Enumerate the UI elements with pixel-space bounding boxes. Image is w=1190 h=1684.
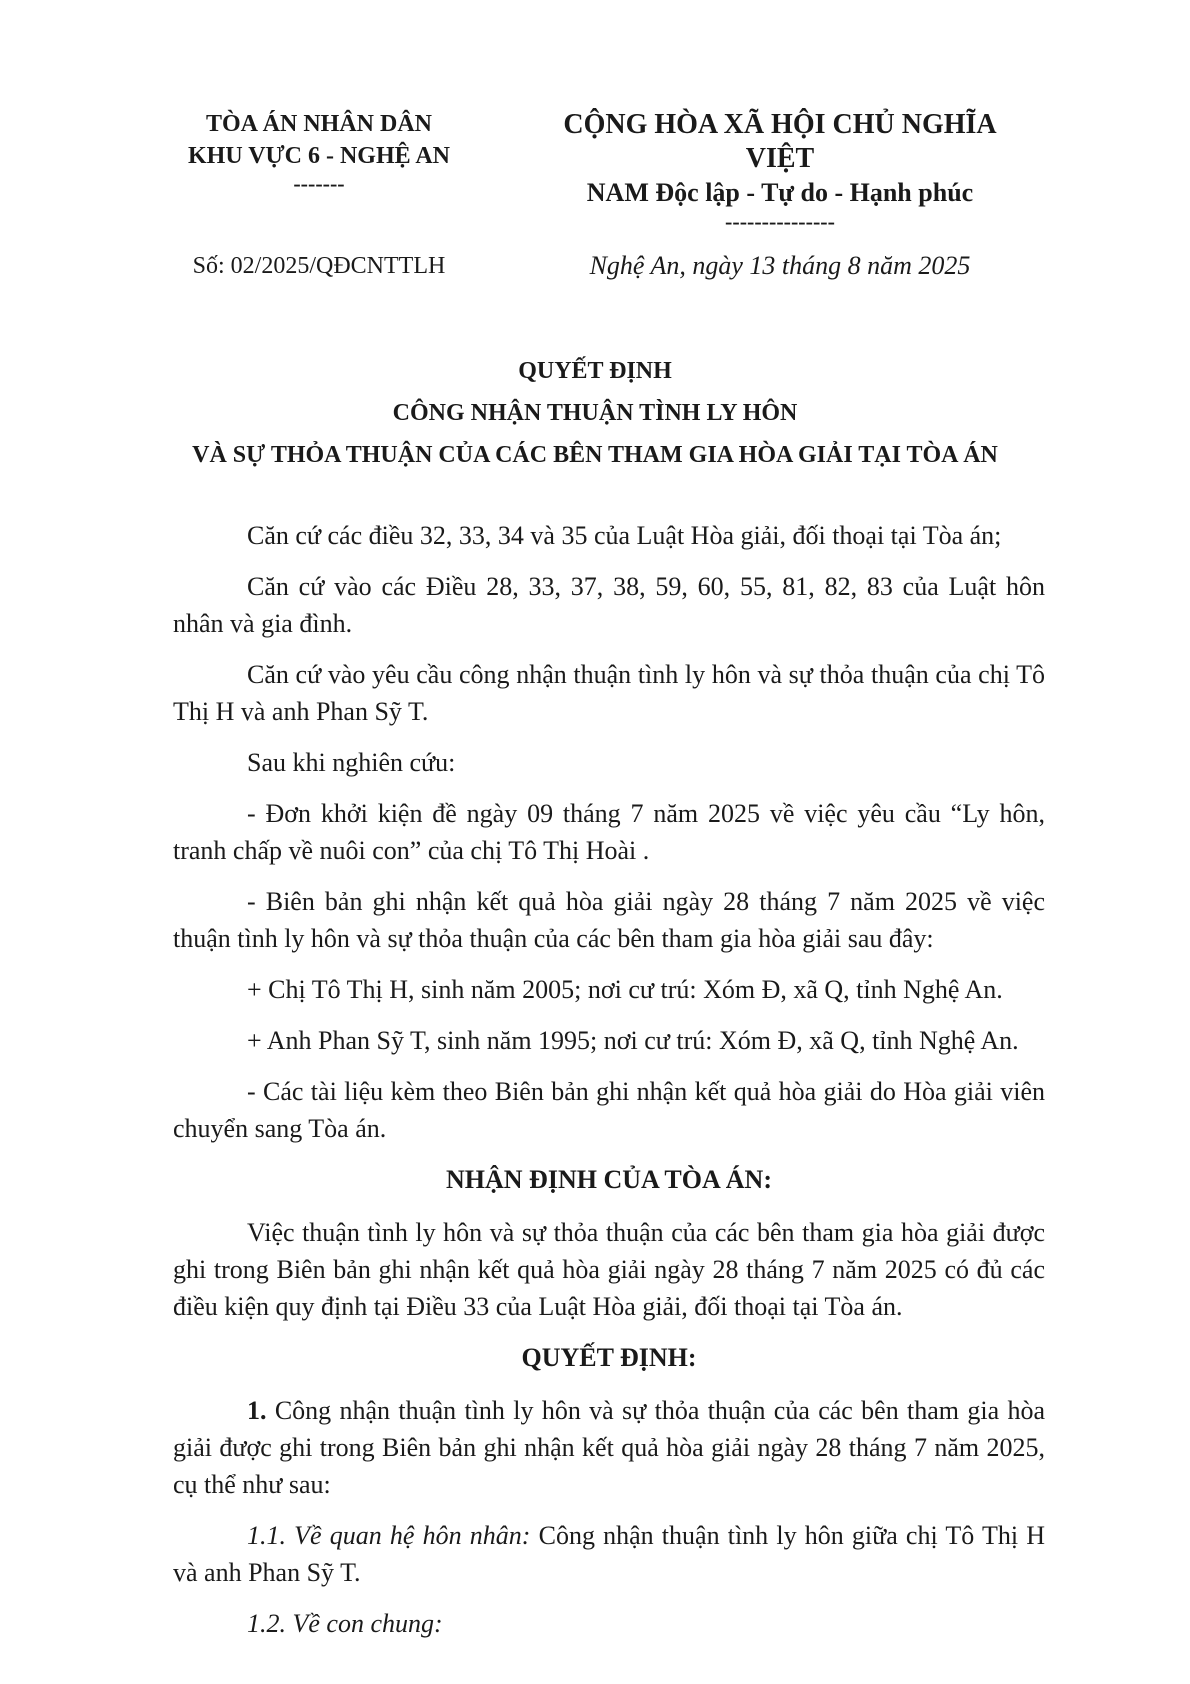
decision-item-1	[173, 1392, 1045, 1503]
petition-item: - Đơn khởi kiện đề ngày 09 tháng 7 năm 2025 về việc yêu cầu “Ly hôn, tranh chấp về nuôi con” của chị Tô Thị Hoài .	[173, 799, 1045, 865]
legal-basis-2: Căn cứ vào các Điều 28, 33, 37, 38, 59, 60, 55, 81, 82, 83 của Luật hôn nhân và gia đình.	[173, 572, 1045, 638]
party-husband: + Anh Phan Sỹ T, sinh năm 1995; nơi cư trú: Xóm Đ, xã Q, tỉnh Nghệ An.	[247, 1026, 1019, 1055]
assessment-text: Việc thuận tình ly hôn và sự thỏa thuận của các bên tham gia hòa giải được ghi trong Biên bản ghi nhận kết quả hòa giải ngày 28 tháng 7 năm 2025 có đủ các điều kiện quy định tại Điều 33 của Luật Hòa giải, đối thoại tại Tòa án.	[173, 1218, 1045, 1321]
decision-item-1-1-text: Công nhận thuận tình ly hôn giữa chị Tô Thị H và anh Phan Sỹ T.	[173, 1521, 1045, 1587]
document-title	[120, 350, 1070, 476]
party-wife: + Chị Tô Thị H, sinh năm 2005; nơi cư trú: Xóm Đ, xã Q, tỉnh Nghệ An.	[247, 975, 1003, 1004]
title-line-3: VÀ SỰ THỎA THUẬN CỦA CÁC BÊN THAM GIA HÒA GIẢI TẠI TÒA ÁN	[192, 442, 998, 468]
court-header	[168, 108, 470, 196]
decision-item-1-2	[173, 1605, 1045, 1642]
motto-line-2: NAM Độc lập - Tự do - Hạnh phúc	[586, 178, 974, 207]
motto-divider: ---------------	[725, 209, 835, 234]
court-divider: -------	[293, 171, 345, 196]
document-date: Nghệ An, ngày 13 tháng 8 năm 2025	[589, 251, 971, 280]
court-region: KHU VỰC 6 - NGHỆ AN	[187, 143, 450, 169]
legal-basis-3: Căn cứ vào yêu cầu công nhận thuận tình ly hôn và sự thỏa thuận của chị Tô Thị H và anh Phan Sỹ T.	[173, 660, 1045, 726]
decision-item-1-1-label: 1.1. Về quan hệ hôn nhân:	[247, 1521, 531, 1550]
national-motto	[530, 108, 1030, 234]
decision-item-1-number: 1.	[247, 1396, 267, 1425]
decision-item-1-text: Công nhận thuận tình ly hôn và sự thỏa thuận của các bên tham gia hòa giải được ghi trong Biên bản ghi nhận kết quả hòa giải ngày 28 tháng 7 năm 2025, cụ thể như sau:	[173, 1396, 1045, 1499]
attachments-item: - Các tài liệu kèm theo Biên bản ghi nhận kết quả hòa giải do Hòa giải viên chuyển sang Tòa án.	[173, 1077, 1045, 1143]
title-line-1: QUYẾT ĐỊNH	[518, 358, 672, 384]
section-heading-assessment: NHẬN ĐỊNH CỦA TÒA ÁN:	[446, 1165, 772, 1194]
minutes-item: - Biên bản ghi nhận kết quả hòa giải ngày 28 tháng 7 năm 2025 về việc thuận tình ly hôn và sự thỏa thuận của các bên tham gia hòa giải sau đây:	[173, 887, 1045, 953]
court-name: TÒA ÁN NHÂN DÂN	[205, 111, 432, 137]
motto-line-1: CỘNG HÒA XÃ HỘI CHỦ NGHĨA VIỆT	[563, 109, 997, 174]
section-heading-decision: QUYẾT ĐỊNH:	[521, 1343, 697, 1372]
decision-item-1-2-label: 1.2. Về con chung:	[247, 1609, 443, 1638]
document-number: Số: 02/2025/QĐCNTTLH	[192, 253, 446, 279]
decision-item-1-1	[173, 1517, 1045, 1591]
title-line-2: CÔNG NHẬN THUẬN TÌNH LY HÔN	[392, 400, 798, 426]
after-review: Sau khi nghiên cứu:	[247, 748, 456, 777]
document-body	[173, 517, 1045, 1656]
legal-basis-1: Căn cứ các điều 32, 33, 34 và 35 của Luật Hòa giải, đối thoại tại Tòa án;	[247, 521, 1002, 550]
